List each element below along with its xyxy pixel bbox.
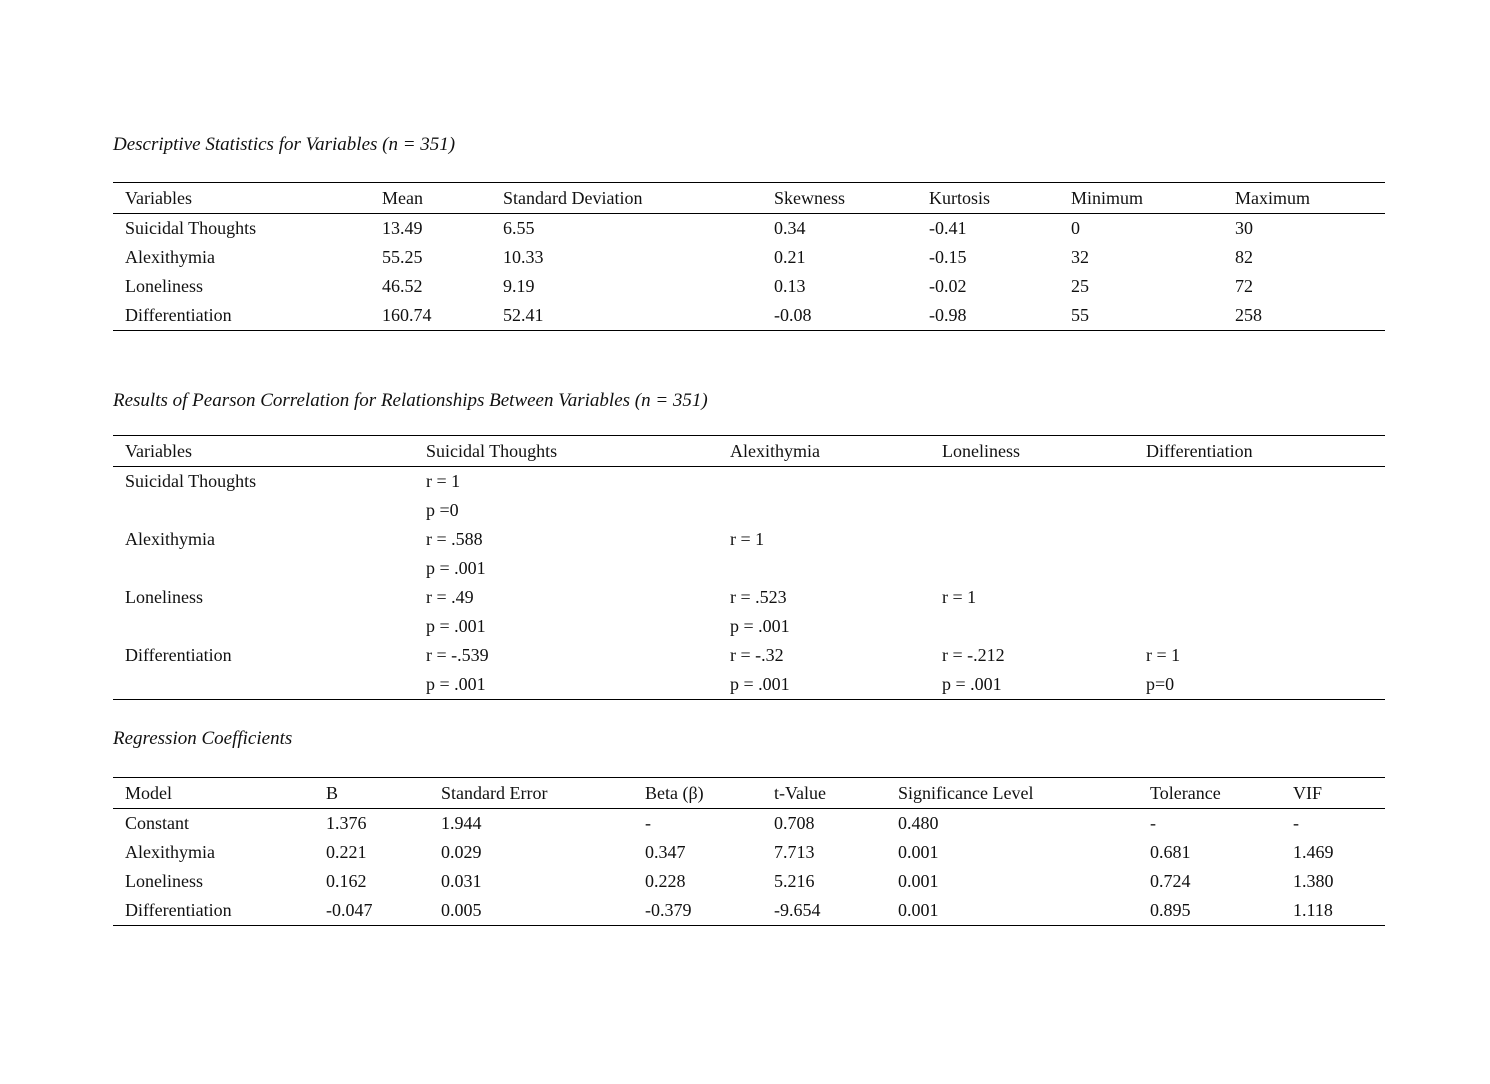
- table-cell: -0.41: [929, 218, 967, 238]
- table-row: [113, 896, 1385, 926]
- table-cell: 1.376: [326, 813, 367, 833]
- p-value: p = .001: [426, 674, 486, 694]
- table-cell: 82: [1235, 247, 1253, 267]
- table-row: [113, 467, 1385, 526]
- table-row: [113, 525, 1385, 583]
- r-value: [942, 467, 1146, 496]
- table-row: [113, 272, 1385, 301]
- p-value: [1146, 612, 1385, 641]
- r-value: [1146, 467, 1385, 496]
- column-header: Tolerance: [1150, 783, 1221, 803]
- column-header: t-Value: [774, 783, 826, 803]
- row-label: Loneliness: [125, 871, 203, 891]
- table-row: [113, 641, 1385, 700]
- column-header: Loneliness: [942, 441, 1020, 461]
- regression-table: [113, 777, 1385, 926]
- p-value: p = .001: [730, 616, 790, 636]
- p-value: [942, 496, 1146, 525]
- r-value: r = 1: [942, 587, 977, 607]
- row-label: Alexithymia: [125, 247, 215, 267]
- table-cell: 0: [1071, 218, 1080, 238]
- table-cell: 6.55: [503, 218, 535, 238]
- table-cell: -0.15: [929, 247, 967, 267]
- table-cell: 1.118: [1293, 900, 1333, 920]
- column-header: Differentiation: [1146, 441, 1253, 461]
- column-header: Suicidal Thoughts: [426, 441, 558, 461]
- r-value: r = -.212: [942, 645, 1005, 665]
- column-header: Mean: [382, 188, 423, 208]
- table-cell: 72: [1235, 276, 1253, 296]
- table-cell: 7.713: [774, 842, 815, 862]
- row-label: Suicidal Thoughts: [125, 218, 257, 238]
- table-cell: 1.380: [1293, 871, 1334, 891]
- p-value: [942, 612, 1146, 641]
- correlation-cell: [1146, 583, 1385, 641]
- table-row: [113, 838, 1385, 867]
- p-value: p = .001: [426, 616, 486, 636]
- row-label: Loneliness: [125, 587, 203, 607]
- table-cell: -: [645, 813, 651, 833]
- p-value: [1146, 554, 1385, 583]
- r-value: r = 1: [1146, 645, 1181, 665]
- table-cell: 0.001: [898, 842, 939, 862]
- r-value: r = .49: [426, 587, 474, 607]
- r-value: r = -.32: [730, 645, 784, 665]
- table-cell: -: [1150, 813, 1156, 833]
- r-value: r = 1: [730, 529, 765, 549]
- table-cell: 52.41: [503, 305, 544, 325]
- column-header: Variables: [125, 441, 192, 461]
- table-cell: 0.681: [1150, 842, 1191, 862]
- correlation-cell: [942, 583, 1146, 641]
- row-label: Alexithymia: [125, 842, 215, 862]
- column-header: Kurtosis: [929, 188, 991, 208]
- row-label: Loneliness: [125, 276, 203, 296]
- r-value: r = .588: [426, 529, 483, 549]
- table-cell: 0.13: [774, 276, 806, 296]
- row-label: Suicidal Thoughts: [125, 471, 257, 491]
- table-cell: -0.02: [929, 276, 967, 296]
- column-header: Standard Error: [441, 783, 548, 803]
- table-cell: -0.379: [645, 900, 692, 920]
- table-cell: 0.708: [774, 813, 815, 833]
- table-cell: 0.162: [326, 871, 367, 891]
- r-value: r = .523: [730, 587, 787, 607]
- table-cell: -0.98: [929, 305, 967, 325]
- table-header-row: [113, 183, 1385, 214]
- table-cell: 25: [1071, 276, 1089, 296]
- column-header: Alexithymia: [730, 441, 820, 461]
- column-header: Beta (β): [645, 783, 704, 803]
- table-cell: -0.08: [774, 305, 812, 325]
- correlation-cell: [426, 467, 730, 526]
- row-label: Constant: [125, 813, 190, 833]
- p-value: [1146, 496, 1385, 525]
- p-value: [942, 554, 1146, 583]
- table-cell: 55.25: [382, 247, 423, 267]
- table-cell: 0.029: [441, 842, 482, 862]
- column-header: Significance Level: [898, 783, 1034, 803]
- r-value: [1146, 525, 1385, 554]
- table-cell: 160.74: [382, 305, 432, 325]
- descriptive-table-title: Descriptive Statistics for Variables (n = 351): [113, 134, 456, 155]
- row-label: Differentiation: [125, 305, 232, 325]
- column-header: Model: [125, 783, 172, 803]
- table-cell: 0.480: [898, 813, 939, 833]
- column-header: Skewness: [774, 188, 845, 208]
- correlation-cell: [730, 467, 942, 526]
- table-cell: 30: [1235, 218, 1253, 238]
- correlation-table-title: Results of Pearson Correlation for Relationships Between Variables (n = 351): [113, 390, 708, 411]
- table-cell: 0.895: [1150, 900, 1191, 920]
- table-row: [113, 809, 1385, 839]
- table-cell: 55: [1071, 305, 1089, 325]
- r-value: [942, 525, 1146, 554]
- table-cell: 0.221: [326, 842, 367, 862]
- table-cell: 0.228: [645, 871, 686, 891]
- table-row: [113, 214, 1385, 244]
- table-cell: 258: [1235, 305, 1262, 325]
- p-value: p = .001: [730, 674, 790, 694]
- correlation-cell: [730, 525, 942, 583]
- table-header-row: [113, 436, 1385, 467]
- correlation-cell: [1146, 525, 1385, 583]
- r-value: [730, 467, 942, 496]
- page-content: [113, 0, 1385, 926]
- table-row: [113, 301, 1385, 331]
- column-header: Standard Deviation: [503, 188, 643, 208]
- table-cell: 0.724: [1150, 871, 1191, 891]
- table-cell: -9.654: [774, 900, 821, 920]
- table-cell: 1.469: [1293, 842, 1334, 862]
- correlation-cell: [730, 641, 942, 700]
- correlation-cell: [942, 525, 1146, 583]
- p-value: p=0: [1146, 674, 1175, 694]
- column-header: Maximum: [1235, 188, 1310, 208]
- descriptive-table: [113, 182, 1385, 331]
- correlation-cell: [426, 641, 730, 700]
- p-value: p = .001: [426, 558, 486, 578]
- table-cell: 0.001: [898, 871, 939, 891]
- p-value: p = .001: [942, 674, 1002, 694]
- table-cell: 0.005: [441, 900, 482, 920]
- table-cell: 0.21: [774, 247, 806, 267]
- table-header-row: [113, 778, 1385, 809]
- table-cell: 13.49: [382, 218, 423, 238]
- table-cell: 0.001: [898, 900, 939, 920]
- table-cell: 32: [1071, 247, 1089, 267]
- table-row: [113, 867, 1385, 896]
- table-cell: -: [1293, 813, 1299, 833]
- correlation-table: [113, 435, 1385, 700]
- row-label: Differentiation: [125, 645, 232, 665]
- table-cell: 5.216: [774, 871, 815, 891]
- row-label: Alexithymia: [125, 529, 215, 549]
- column-header: VIF: [1293, 783, 1323, 803]
- correlation-cell: [1146, 467, 1385, 526]
- regression-table-title: Regression Coefficients: [113, 728, 293, 749]
- correlation-cell: [942, 641, 1146, 700]
- p-value: p =0: [426, 500, 459, 520]
- correlation-cell: [942, 467, 1146, 526]
- r-value: [1146, 583, 1385, 612]
- table-cell: 1.944: [441, 813, 482, 833]
- column-header: Minimum: [1071, 188, 1144, 208]
- table-cell: -0.047: [326, 900, 373, 920]
- correlation-cell: [730, 583, 942, 641]
- column-header: B: [326, 783, 339, 803]
- table-cell: 0.031: [441, 871, 482, 891]
- row-label: Differentiation: [125, 900, 232, 920]
- r-value: r = -.539: [426, 645, 489, 665]
- p-value: [730, 554, 942, 583]
- column-header: Variables: [125, 188, 192, 208]
- correlation-cell: [426, 525, 730, 583]
- p-value: [730, 496, 942, 525]
- table-row: [113, 243, 1385, 272]
- table-cell: 0.34: [774, 218, 806, 238]
- table-cell: 0.347: [645, 842, 686, 862]
- correlation-cell: [426, 583, 730, 641]
- correlation-cell: [1146, 641, 1385, 700]
- table-row: [113, 583, 1385, 641]
- r-value: r = 1: [426, 471, 461, 491]
- table-cell: 10.33: [503, 247, 544, 267]
- table-cell: 9.19: [503, 276, 535, 296]
- table-cell: 46.52: [382, 276, 423, 296]
